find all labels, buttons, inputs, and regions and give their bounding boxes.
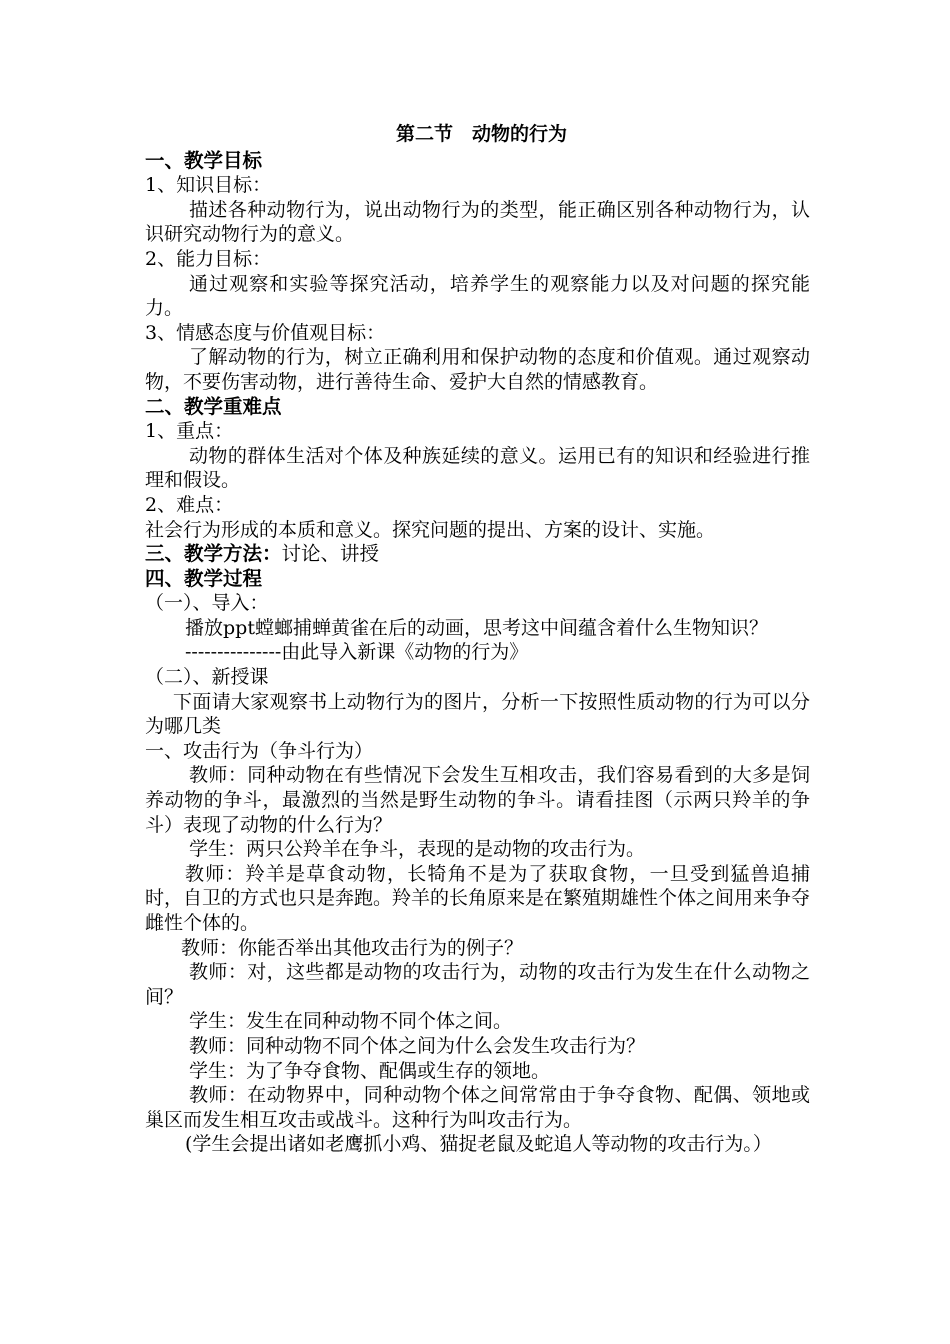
heading-teaching-process: 四、教学过程 xyxy=(145,566,263,590)
method-text: 讨论、讲授 xyxy=(281,542,380,566)
new-lesson-label: （二）、新授课 xyxy=(145,666,269,689)
heading-teaching-goals: 一、教学目标 xyxy=(145,148,263,172)
page-title: 第二节 动物的行为 xyxy=(395,123,567,145)
dialogue-line: 学生：为了争夺食物、配偶或生存的领地。 xyxy=(189,1059,551,1082)
dialogue-line: 教师：你能否举出其他攻击行为的例子？ xyxy=(181,936,524,959)
key1-text: 动物的群体生活对个体及种族延续的意义。运用已有的知识和经验进行推理和假设。 xyxy=(145,444,810,492)
dialogue-line: 教师：同种动物不同个体之间为什么会发生攻击行为？ xyxy=(189,1034,646,1057)
intro-lead: ---------------由此导入新课《动物的行为》 xyxy=(185,641,529,664)
dialogue-line: 教师：同种动物在有些情况下会发生互相攻击，我们容易看到的大多是饲养动物的争斗，最激烈的当然是野生动物的争斗。请看挂图（示两只羚羊的争斗）表现了动物的什么行为？ xyxy=(145,764,810,836)
goal3-label: 3、情感态度与价值观目标： xyxy=(145,321,386,344)
dialogue-line: 教师：羚羊是草食动物，长犄角不是为了获取食物，一旦受到猛兽追捕时，自卫的方式也只是奔跑。羚羊的长角原来是在繁殖期雄性个体之间用来争夺雌性个体的。 xyxy=(145,862,811,934)
new-lesson-text: 下面请大家观察书上动物行为的图片，分析一下按照性质动物的行为可以分为哪几类 xyxy=(145,690,810,738)
dialogue-line: 教师：对，这些都是动物的攻击行为，动物的攻击行为发生在什么动物之间？ xyxy=(145,961,810,1008)
key2-label: 2、难点： xyxy=(145,493,234,516)
goal3-text: 了解动物的行为，树立正确利用和保护动物的态度和价值观。通过观察动物，不要伤害动物，进行善待生命、爱护大自然的情感教育。 xyxy=(145,346,810,393)
dialogue-line: 学生：两只公羚羊在争斗，表现的是动物的攻击行为。 xyxy=(189,838,646,861)
key2-text: 社会行为形成的本质和意义。探究问题的提出、方案的设计、实施。 xyxy=(145,518,716,541)
intro-text: 播放ppt螳螂捕蝉黄雀在后的动画，思考这中间蕴含着什么生物知识？ xyxy=(185,616,768,639)
goal2-text: 通过观察和实验等探究活动，培养学生的观察能力以及对问题的探究能力。 xyxy=(145,272,810,320)
dialogue-line: (学生会提出诸如老鹰抓小鸡、猫捉老鼠及蛇追人等动物的攻击行为。） xyxy=(185,1133,772,1156)
intro-label: （一）、导入： xyxy=(145,592,269,615)
heading-key-points: 二、教学重难点 xyxy=(145,394,282,418)
method-heading: 三、教学方法： xyxy=(145,542,282,566)
dialogue-line: 教师：在动物界中，同种动物个体之间常常由于争夺食物、配偶、领地或巢区而发生相互攻击或战斗。这种行为叫攻击行为。 xyxy=(145,1084,810,1131)
goal1-text: 描述各种动物行为，说出动物行为的类型，能正确区别各种动物行为，认识研究动物行为的意义。 xyxy=(145,198,810,246)
heading-teaching-method xyxy=(145,542,810,567)
dialogue-line: 学生：发生在同种动物不同个体之间。 xyxy=(189,1010,513,1033)
document-body xyxy=(145,122,810,1157)
key1-label: 1、重点： xyxy=(145,420,234,443)
goal1-label: 1、知识目标： xyxy=(145,174,272,197)
goal2-label: 2、能力目标： xyxy=(145,247,272,270)
attack-behavior-heading: 一、攻击行为（争斗行为） xyxy=(145,739,374,762)
